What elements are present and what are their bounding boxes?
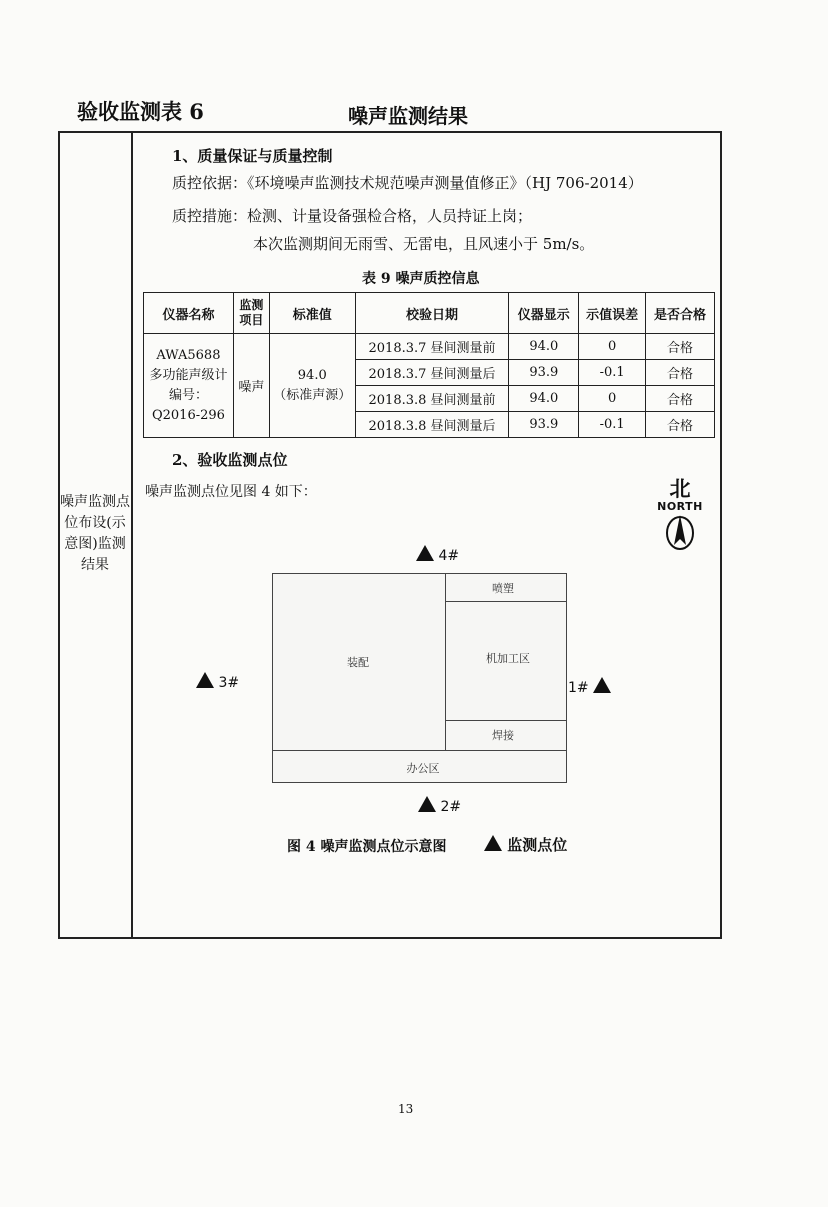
triangle-icon (416, 545, 434, 561)
point-label: 2# (440, 799, 462, 815)
zone-machining: 机加工区 (486, 652, 530, 665)
instrument-model: AWA5688 (156, 347, 221, 363)
column-header: 监测项目 (233, 293, 269, 334)
qc-table (143, 292, 715, 438)
display-cell: 94.0 (509, 386, 579, 412)
display-cell: 94.0 (509, 334, 579, 360)
error-cell: 0 (579, 334, 646, 360)
column-header: 仪器显示 (509, 293, 579, 334)
standard-source: （标准声源） (273, 387, 352, 403)
figure-caption: 图 4 噪声监测点位示意图 (287, 839, 447, 855)
display-cell: 93.9 (509, 360, 579, 386)
site-plan (272, 573, 567, 783)
triangle-icon (593, 677, 611, 693)
points-description: 噪声监测点位见图 4 如下： (145, 484, 317, 500)
table-header-row (144, 293, 715, 334)
north-label-en: NORTH (657, 500, 703, 513)
triangle-icon (484, 835, 502, 851)
item-cell: 噪声 (233, 334, 269, 438)
compass-icon (663, 513, 697, 551)
monitoring-point-3 (196, 672, 239, 691)
qa-basis: 质控依据：《环境噪声监测技术规范噪声测量值修正》（HJ 706-2014） (172, 174, 643, 192)
date-cell: 2018.3.7 昼间测量后 (355, 360, 509, 386)
triangle-icon (196, 672, 214, 688)
error-cell: -0.1 (579, 360, 646, 386)
qa-weather: 本次监测期间无雨雪、无雷电，且风速小于 5m/s。 (253, 235, 595, 253)
monitoring-point-4 (416, 545, 459, 564)
instrument-id: Q2016-296 (151, 407, 225, 423)
zone-assembly: 装配 (347, 656, 369, 669)
error-cell: 0 (579, 386, 646, 412)
doc-title: 验收监测表 6 (77, 99, 204, 124)
zone-office: 办公区 (406, 762, 440, 775)
column-header: 仪器名称 (144, 293, 234, 334)
zone-spray: 喷塑 (492, 582, 514, 595)
wall-line (273, 750, 567, 751)
instrument-type: 多功能声级计 (149, 367, 228, 383)
section-title: 噪声监测结果 (348, 104, 468, 128)
point-label: 3# (218, 675, 240, 691)
table-row (144, 334, 715, 360)
date-cell: 2018.3.8 昼间测量后 (355, 412, 509, 438)
frame-divider (131, 131, 133, 939)
pass-cell: 合格 (646, 386, 715, 412)
legend-label: 监测点位 (507, 836, 568, 854)
table-caption: 表 9 噪声质控信息 (362, 271, 480, 287)
column-header: 示值误差 (579, 293, 646, 334)
standard-cell (269, 334, 355, 438)
pass-cell: 合格 (646, 360, 715, 386)
points-heading: 2、验收监测点位 (172, 451, 288, 469)
point-label: 1# (568, 680, 589, 696)
point-label: 4# (438, 548, 460, 564)
instrument-id-label: 编号： (168, 387, 208, 403)
north-label-cn: 北 (669, 477, 691, 501)
pass-cell: 合格 (646, 334, 715, 360)
date-cell: 2018.3.8 昼间测量前 (355, 386, 509, 412)
column-header: 校验日期 (355, 293, 509, 334)
monitoring-point-2 (418, 796, 461, 815)
triangle-icon (418, 796, 436, 812)
figure-legend (484, 834, 567, 855)
monitoring-point-1 (568, 677, 611, 696)
pass-cell: 合格 (646, 412, 715, 438)
qa-heading: 1、质量保证与质量控制 (172, 147, 333, 165)
qa-measures: 质控措施：检测、计量设备强检合格，人员持证上岗； (172, 207, 533, 225)
error-cell: -0.1 (579, 412, 646, 438)
date-cell: 2018.3.7 昼间测量前 (355, 334, 509, 360)
column-header: 是否合格 (646, 293, 715, 334)
page-number: 13 (398, 1102, 414, 1116)
north-arrow (655, 478, 705, 560)
standard-value: 94.0 (297, 367, 327, 383)
column-header: 标准值 (269, 293, 355, 334)
wall-line (445, 720, 567, 721)
display-cell: 93.9 (509, 412, 579, 438)
wall-line (445, 601, 567, 602)
instrument-cell (144, 334, 234, 438)
zone-welding: 焊接 (492, 729, 514, 742)
row-label: 噪声监测点位布设(示意图)监测结果 (60, 494, 130, 573)
